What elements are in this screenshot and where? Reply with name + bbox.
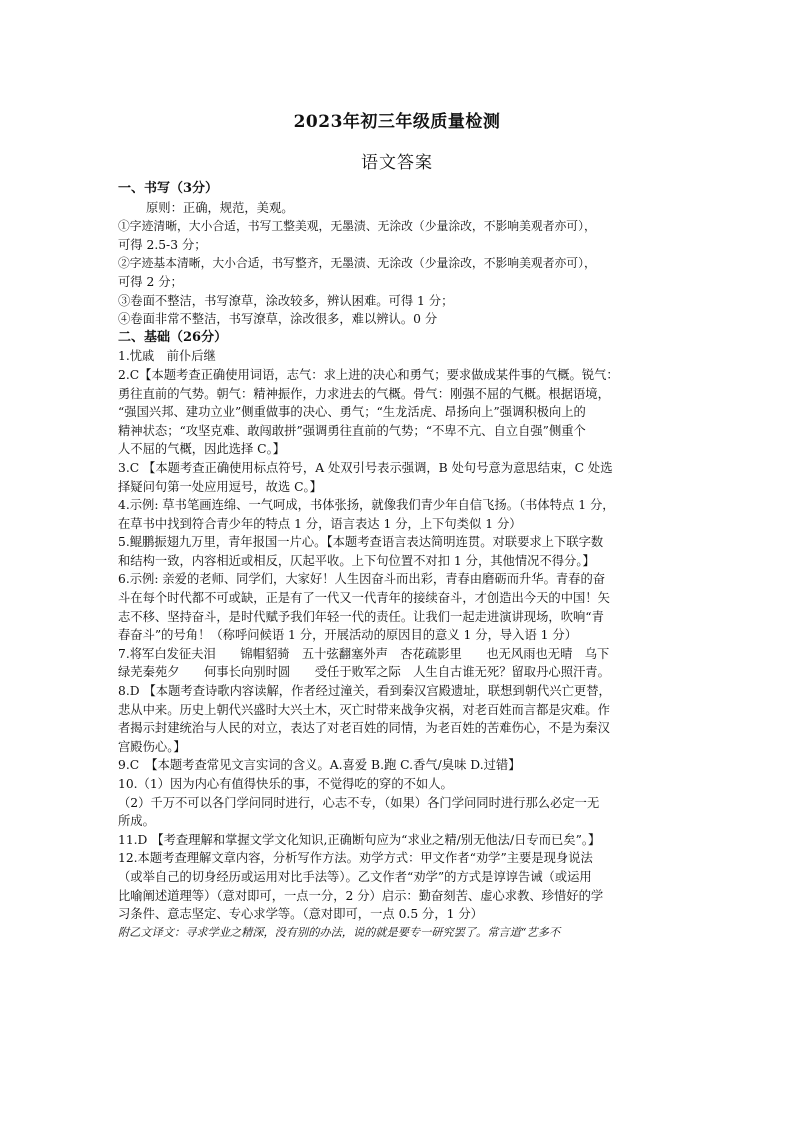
text-line: 1.忧戚 前仆后继 xyxy=(118,349,216,364)
text-line: 10.（1）因为内心有值得快乐的事，不觉得吃的穿的不如人。 xyxy=(118,777,453,791)
text-line: 12.本题考查理解文章内容，分析写作方法。劝学方式：甲文作者“劝学”主要是现身说法 xyxy=(118,851,593,866)
text-line: ①字迹清晰，大小合适，书写工整美观，无墨渍、无涂改（少量涂改，不影响美观者亦可）， xyxy=(118,219,596,234)
text-line: 11.D 【考查理解和掌握文学文化知识,正确断句应为“求业之精/别无他法/日专而已矣”。】 xyxy=(118,832,601,847)
text-line: 5.鲲鹏振翅九万里，青年报国一片心。【本题考查语言表达简明连贯。对联要求上下联字数 xyxy=(118,535,604,550)
text-line: ④卷面非常不整洁，书写潦草，涂改很多，难以辨认。0 分 xyxy=(118,312,438,327)
text-line: 春奋斗”的号角！（称呼问候语 1 分，开展活动的原因目的意义 1 分，导入语 1 分） xyxy=(118,628,578,643)
text-line: “强国兴邦、建功立业”侧重做事的决心、勇气；“生龙活虎、昂扬向上”强调积极向上的 xyxy=(118,405,586,420)
page-subtitle: 语文答案 xyxy=(361,153,433,173)
page-title: 2023年初三年级质量检测 xyxy=(293,112,501,132)
text-line: 6.示例: 亲爱的老师、同学们，大家好！人生因奋斗而出彩，青春由磨砺而升华。青春的奋 xyxy=(118,572,606,587)
text-line: 4.示例: 草书笔画连绵、一气呵成，书体张扬，就像我们青少年自信飞扬。（书体特点 1 分， xyxy=(118,498,615,513)
text-line: 在草书中找到符合青少年的特点 1 分，语言表达 1 分，上下句类似 1 分） xyxy=(118,516,522,531)
text-line: 人不屈的气概，因此选择 C。】 xyxy=(118,442,286,457)
text-line: 宫殿伤心。】 xyxy=(118,739,186,754)
text-line: 3.C 【本题考查正确使用标点符号，A 处双引号表示强调，B 处句号意为意思结束，C 处选 xyxy=(118,460,613,475)
text-line: 可得 2 分； xyxy=(118,274,183,289)
answer-content xyxy=(118,180,698,942)
section-heading-writing: 一、书写（3分） xyxy=(118,181,219,196)
text-line: 所成。 xyxy=(118,814,155,829)
text-line: 和结构一致，内容相近或相反，仄起平收。上下句位置不对扣 1 分，其他情况不得分。】 xyxy=(118,553,595,568)
text-line: 精神状态；“攻坚克难、敢闯敢拼”强调勇往直前的气势；“不卑不亢、自立自强”侧重个 xyxy=(118,423,586,438)
text-line: 绿芜秦苑夕 何事长向别时圆 受任于败军之际 人生自古谁无死？留取丹心照汗青。 xyxy=(118,665,610,680)
text-line: 志不移、坚持奋斗，是时代赋予我们年轻一代的责任。让我们一起走进演讲现场，吹响“青 xyxy=(118,609,604,624)
text-line: 可得 2.5-3 分； xyxy=(118,237,207,252)
section-heading-basics: 二、基础（26分） xyxy=(118,329,228,345)
text-line: 原则：正确，规范，美观。 xyxy=(146,200,294,215)
text-line: 8.D 【本题考查诗歌内容读解，作者经过潼关，看到秦汉宫殿遗址，联想到朝代兴亡更替， xyxy=(118,684,611,699)
text-line: 者揭示封建统治与人民的对立，表达了对老百姓的同情，为老百姓的苦难伤心，不是为秦汉 xyxy=(118,721,610,736)
text-line: ②字迹基本清晰，大小合适，书写整齐，无墨渍、无涂改（少量涂改，不影响美观者亦可）， xyxy=(118,256,596,271)
text-line: 2.C【本题考查正确使用词语，志气：求上进的决心和勇气；要求做成某件事的气概。锐气： xyxy=(118,367,619,382)
text-line: 择疑问句第一处应用逗号，故选 C。】 xyxy=(118,479,322,494)
translation-line: 附乙文译文：寻求学业之精深，没有别的办法，说的就是要专一研究罢了。常言道“艺多不 xyxy=(118,925,561,939)
text-line: 9.C 【本题考查常见文言实词的含义。A.喜爱 B.跑 C.香气/臭味 D.过错】 xyxy=(118,758,521,773)
text-line: ③卷面不整洁，书写潦草，涂改较多，辨认困难。可得 1 分； xyxy=(118,293,454,308)
text-line: （或举自己的切身经历或运用对比手法等）。乙文作者“劝学”的方式是谆谆告诫（或运用 xyxy=(118,869,592,884)
text-line: 勇往直前的气势。朝气：精神振作，力求进去的气概。骨气：刚强不屈的气概。根据语境， xyxy=(118,386,610,401)
text-line: （2）千万不可以各门学问同时进行，心志不专，（如果）各门学问同时进行那么必定一无 xyxy=(118,795,600,810)
text-line: 比喻阐述道理等）（意对即可，一点一分，2 分）启示：勤奋刻苦、虚心求教、珍惜好的学 xyxy=(118,888,604,903)
text-line: 习条件、意志坚定、专心求学等。（意对即可，一点 0.5 分，1 分） xyxy=(118,907,483,922)
text-line: 斗在每个时代都不可或缺，正是有了一代又一代青年的接续奋斗，才创造出今天的中国！矢 xyxy=(118,591,610,606)
text-line: 7.将军白发征夫泪 锦帽貂骑 五十弦翻塞外声 杏花疏影里 也无风雨也无晴 乌下 xyxy=(118,646,610,661)
text-line: 悲从中来。历史上朝代兴盛时大兴土木，灭亡时带来战争灾祸，对老百姓而言都是灾难。作 xyxy=(118,702,610,717)
